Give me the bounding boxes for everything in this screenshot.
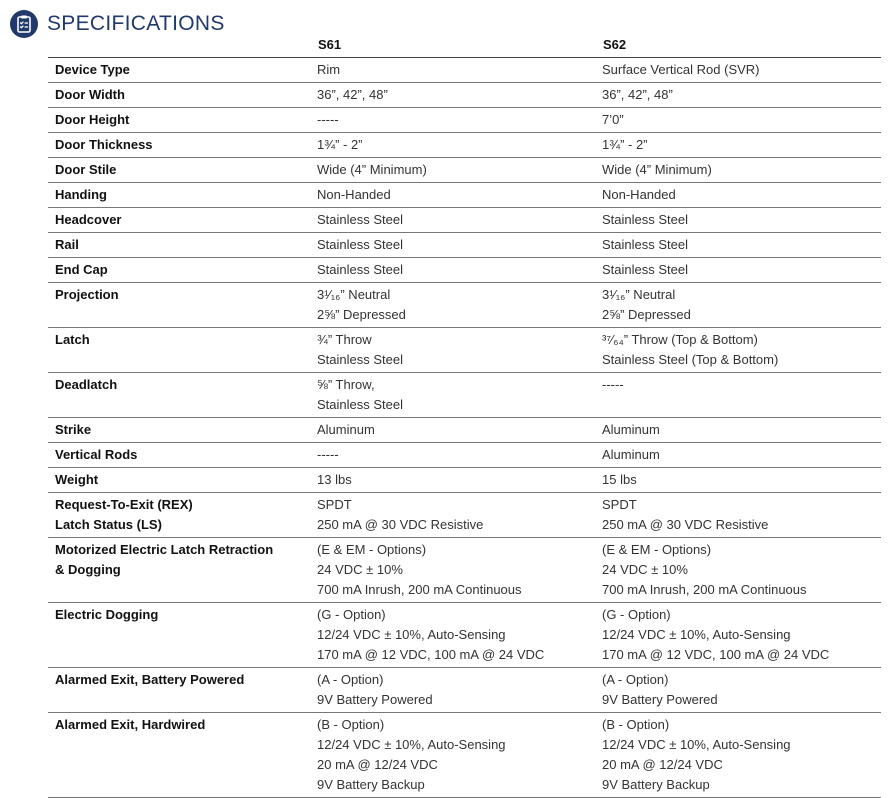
s62-value: [602, 285, 881, 325]
table-row: [48, 538, 881, 603]
cell-line: -----: [317, 447, 339, 462]
s62-value: [602, 715, 881, 795]
s62-value: [602, 235, 881, 255]
cell-line: (A - Option): [317, 672, 384, 687]
s62-value: [602, 495, 881, 535]
row-label: [48, 605, 317, 665]
table-row: [48, 373, 881, 418]
cell-line: (E & EM - Options): [602, 542, 712, 557]
cell-line: 36”, 42”, 48”: [602, 87, 673, 102]
cell-line: 700 mA Inrush, 200 mA Continuous: [602, 582, 807, 597]
s61-value: [317, 375, 602, 415]
s62-value: [602, 185, 881, 205]
table-row: [48, 83, 881, 108]
cell-line: Motorized Electric Latch Retraction: [55, 542, 274, 557]
cell-line: Stainless Steel: [602, 237, 688, 252]
cell-line: 9V Battery Powered: [602, 692, 718, 707]
s62-value: [602, 540, 881, 600]
cell-line: ³⁷⁄₆₄” Throw (Top & Bottom): [602, 332, 758, 347]
cell-line: Wide (4” Minimum): [317, 162, 427, 177]
s61-value: [317, 445, 602, 465]
row-label: [48, 420, 317, 440]
s62-value: [602, 135, 881, 155]
cell-line: 700 mA Inrush, 200 mA Continuous: [317, 582, 522, 597]
s62-value: [602, 470, 881, 490]
s62-value: [602, 210, 881, 230]
cell-line: Stainless Steel: [317, 212, 403, 227]
cell-line: Vertical Rods: [55, 447, 138, 462]
table-row: [48, 208, 881, 233]
table-row: [48, 158, 881, 183]
cell-line: Surface Vertical Rod (SVR): [602, 62, 760, 77]
cell-line: Door Thickness: [55, 137, 153, 152]
cell-line: 15 lbs: [602, 472, 637, 487]
cell-line: 250 mA @ 30 VDC Resistive: [602, 517, 769, 532]
row-label: [48, 160, 317, 180]
table-row: [48, 258, 881, 283]
s61-value: [317, 285, 602, 325]
cell-line: (B - Option): [317, 717, 385, 732]
row-label: [48, 470, 317, 490]
s61-value: [317, 330, 602, 370]
cell-line: 170 mA @ 12 VDC, 100 mA @ 24 VDC: [317, 647, 545, 662]
s62-value: [602, 330, 881, 370]
s62-value: [602, 375, 881, 415]
row-label: [48, 375, 317, 415]
s62-value: [602, 60, 881, 80]
row-label: [48, 260, 317, 280]
cell-line: 3¹⁄₁₆” Neutral: [602, 287, 676, 302]
table-row: [48, 603, 881, 668]
cell-line: Rail: [55, 237, 79, 252]
cell-line: Latch: [55, 332, 90, 347]
page-title: SPECIFICATIONS: [47, 12, 225, 35]
cell-line: Request-To-Exit (REX): [55, 497, 193, 512]
s62-value: [602, 110, 881, 130]
cell-line: Non-Handed: [317, 187, 391, 202]
cell-line: Headcover: [55, 212, 122, 227]
cell-line: (E & EM - Options): [317, 542, 427, 557]
s62-value: [602, 605, 881, 665]
row-label: [48, 235, 317, 255]
row-label: [48, 495, 317, 535]
row-label: [48, 670, 317, 710]
specifications-table: [48, 57, 881, 798]
s61-value: [317, 160, 602, 180]
s62-value: [602, 160, 881, 180]
cell-line: 12/24 VDC ± 10%, Auto-Sensing: [317, 737, 506, 752]
s61-value: [317, 135, 602, 155]
s61-value: [317, 260, 602, 280]
cell-line: 9V Battery Powered: [317, 692, 433, 707]
cell-line: 7’0”: [602, 112, 624, 127]
cell-line: 13 lbs: [317, 472, 352, 487]
s61-value: [317, 540, 602, 600]
cell-line: Stainless Steel: [317, 352, 403, 367]
cell-line: Aluminum: [602, 422, 660, 437]
table-row: [48, 58, 881, 83]
cell-line: -----: [602, 377, 624, 392]
cell-line: Deadlatch: [55, 377, 118, 392]
cell-line: (B - Option): [602, 717, 670, 732]
s61-value: [317, 605, 602, 665]
s61-value: [317, 470, 602, 490]
s61-value: [317, 495, 602, 535]
s61-value: [317, 670, 602, 710]
cell-line: Weight: [55, 472, 99, 487]
s61-value: [317, 235, 602, 255]
s62-value: [602, 420, 881, 440]
cell-line: 20 mA @ 12/24 VDC: [317, 757, 438, 772]
cell-line: Rim: [317, 62, 341, 77]
table-row: [48, 133, 881, 158]
cell-line: -----: [317, 112, 339, 127]
cell-line: SPDT: [317, 497, 352, 512]
cell-line: 24 VDC ± 10%: [602, 562, 688, 577]
column-header-s62: S62: [603, 37, 627, 52]
s62-value: [602, 85, 881, 105]
cell-line: SPDT: [602, 497, 637, 512]
cell-line: 1¾” - 2”: [602, 137, 648, 152]
row-label: [48, 110, 317, 130]
table-row: [48, 328, 881, 373]
cell-line: Latch Status (LS): [55, 517, 162, 532]
cell-line: & Dogging: [55, 562, 121, 577]
s61-value: [317, 185, 602, 205]
cell-line: 24 VDC ± 10%: [317, 562, 403, 577]
table-row: [48, 183, 881, 208]
cell-line: 36”, 42”, 48”: [317, 87, 388, 102]
cell-line: 2⅝” Depressed: [317, 307, 406, 322]
cell-line: Stainless Steel (Top & Bottom): [602, 352, 779, 367]
cell-line: 9V Battery Backup: [602, 777, 710, 792]
s61-value: [317, 60, 602, 80]
cell-line: Stainless Steel: [602, 262, 688, 277]
table-row: [48, 468, 881, 493]
cell-line: Door Width: [55, 87, 125, 102]
cell-line: 12/24 VDC ± 10%, Auto-Sensing: [602, 627, 791, 642]
table-row: [48, 108, 881, 133]
section-header: [10, 9, 225, 39]
cell-line: ⅝” Throw,: [317, 377, 375, 392]
s62-value: [602, 445, 881, 465]
s62-value: [602, 260, 881, 280]
cell-line: Stainless Steel: [317, 397, 403, 412]
table-row: [48, 418, 881, 443]
row-label: [48, 210, 317, 230]
cell-line: Aluminum: [317, 422, 375, 437]
cell-line: 170 mA @ 12 VDC, 100 mA @ 24 VDC: [602, 647, 830, 662]
cell-line: Electric Dogging: [55, 607, 159, 622]
cell-line: (G - Option): [602, 607, 671, 622]
table-row: [48, 283, 881, 328]
row-label: [48, 85, 317, 105]
cell-line: Device Type: [55, 62, 130, 77]
column-header-s61: S61: [318, 37, 342, 52]
table-row: [48, 233, 881, 258]
cell-line: 20 mA @ 12/24 VDC: [602, 757, 723, 772]
cell-line: Aluminum: [602, 447, 660, 462]
s61-value: [317, 420, 602, 440]
table-row: [48, 713, 881, 798]
cell-line: Strike: [55, 422, 92, 437]
cell-line: Non-Handed: [602, 187, 676, 202]
s61-value: [317, 210, 602, 230]
row-label: [48, 445, 317, 465]
row-label: [48, 330, 317, 370]
table-row: [48, 493, 881, 538]
checklist-icon: [10, 10, 38, 38]
row-label: [48, 540, 317, 600]
cell-line: Door Stile: [55, 162, 117, 177]
s61-value: [317, 110, 602, 130]
cell-line: Stainless Steel: [317, 262, 403, 277]
cell-line: ¾” Throw: [317, 332, 372, 347]
cell-line: 1¾” - 2”: [317, 137, 363, 152]
cell-line: 12/24 VDC ± 10%, Auto-Sensing: [317, 627, 506, 642]
cell-line: (A - Option): [602, 672, 669, 687]
row-label: [48, 60, 317, 80]
s61-value: [317, 715, 602, 795]
cell-line: Alarmed Exit, Hardwired: [55, 717, 206, 732]
cell-line: Projection: [55, 287, 119, 302]
cell-line: 3¹⁄₁₆” Neutral: [317, 287, 391, 302]
cell-line: Handing: [55, 187, 107, 202]
cell-line: Alarmed Exit, Battery Powered: [55, 672, 245, 687]
cell-line: 250 mA @ 30 VDC Resistive: [317, 517, 484, 532]
cell-line: Door Height: [55, 112, 130, 127]
table-row: [48, 668, 881, 713]
cell-line: Stainless Steel: [602, 212, 688, 227]
table-row: [48, 443, 881, 468]
cell-line: End Cap: [55, 262, 108, 277]
cell-line: 9V Battery Backup: [317, 777, 425, 792]
row-label: [48, 185, 317, 205]
cell-line: 2⅝” Depressed: [602, 307, 691, 322]
cell-line: Wide (4” Minimum): [602, 162, 712, 177]
cell-line: Stainless Steel: [317, 237, 403, 252]
s62-value: [602, 670, 881, 710]
row-label: [48, 135, 317, 155]
row-label: [48, 285, 317, 325]
cell-line: (G - Option): [317, 607, 386, 622]
row-label: [48, 715, 317, 795]
s61-value: [317, 85, 602, 105]
cell-line: 12/24 VDC ± 10%, Auto-Sensing: [602, 737, 791, 752]
